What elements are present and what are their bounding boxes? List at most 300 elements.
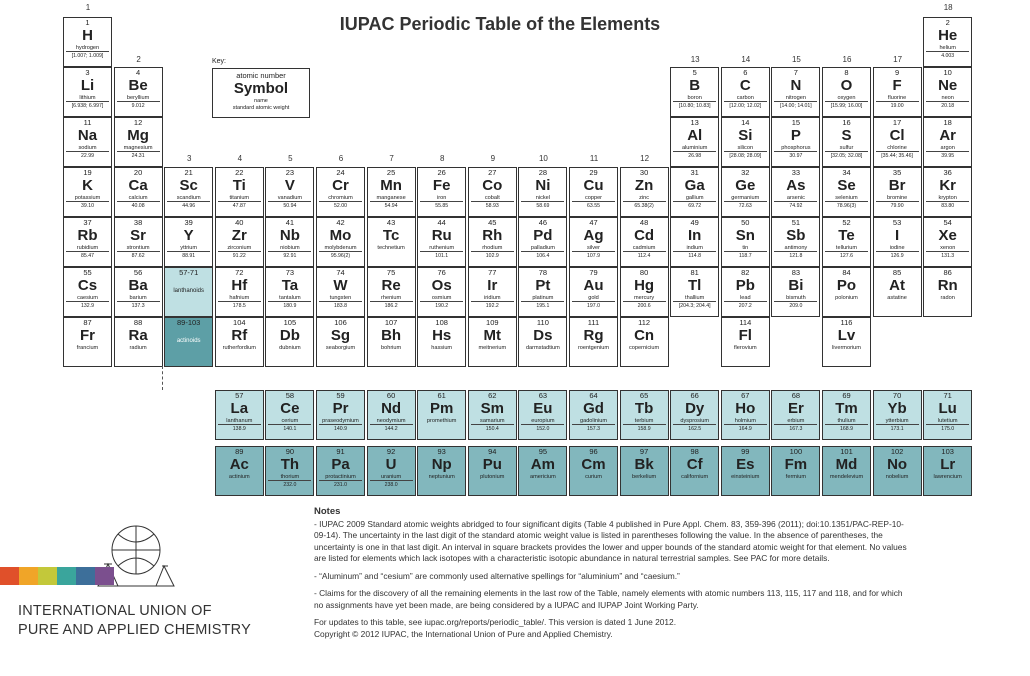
organization-name [18, 602, 251, 640]
element-cell [670, 446, 719, 496]
element-cell [316, 217, 365, 267]
atomic-weight: 207.2 [722, 303, 769, 309]
element-symbol: Ga [684, 177, 705, 194]
group-number: 13 [690, 55, 700, 64]
atomic-number: 87 [83, 318, 92, 327]
atomic-number: 107 [384, 318, 398, 327]
atomic-number: 7 [793, 68, 798, 77]
element-cell [367, 167, 416, 217]
atomic-number: 101 [840, 447, 853, 456]
element-cell [215, 317, 264, 367]
element-name: promethium [426, 418, 457, 424]
element-symbol: Ca [128, 177, 148, 194]
atomic-weight: [14.00; 14.01] [772, 103, 819, 109]
atomic-weight: 118.7 [722, 253, 769, 259]
element-name: carbon [736, 95, 754, 101]
element-cell [468, 446, 517, 496]
element-name: iodine [889, 245, 905, 251]
element-cell [923, 167, 972, 217]
element-name: meitnerium [478, 345, 507, 351]
element-symbol: Be [128, 77, 148, 94]
element-cell [164, 267, 213, 317]
element-symbol: Ta [281, 277, 299, 294]
element-symbol: Gd [583, 400, 604, 417]
atomic-weight: [1.007; 1.009] [64, 53, 111, 59]
element-name: hydrogen [75, 45, 100, 51]
atomic-weight: 137.3 [115, 303, 162, 309]
atomic-number: 27 [488, 168, 497, 177]
atomic-number: 4 [136, 68, 141, 77]
element-name: iron [437, 195, 447, 201]
element-name: roentgenium [577, 345, 610, 351]
atomic-weight: [6.938; 6.997] [64, 103, 111, 109]
group-number: 10 [538, 154, 548, 163]
element-cell [316, 167, 365, 217]
atomic-number: 105 [283, 318, 297, 327]
atomic-number: 11 [83, 118, 92, 127]
element-name: lithium [79, 95, 96, 101]
element-symbol: Si [738, 127, 753, 144]
element-cell [518, 446, 567, 496]
element-symbol: Cm [581, 456, 606, 473]
element-symbol: Po [836, 277, 857, 294]
element-symbol: Ag [583, 227, 604, 244]
element-symbol: Sn [735, 227, 755, 244]
element-name: tungsten [329, 295, 352, 301]
element-symbol: Re [381, 277, 401, 294]
element-cell [873, 117, 922, 167]
element-cell [620, 217, 669, 267]
atomic-number: 89-103 [177, 318, 201, 327]
element-symbol: Md [835, 456, 858, 473]
element-cell [923, 67, 972, 117]
element-symbol: Lv [837, 327, 856, 344]
atomic-number: 58 [285, 391, 295, 400]
element-symbol: Fr [80, 327, 95, 344]
element-cell [316, 267, 365, 317]
element-symbol: Pu [482, 456, 502, 473]
element-name: aluminium [681, 145, 708, 151]
element-cell [265, 317, 314, 367]
element-name: caesium [77, 295, 98, 301]
element-name: lead [740, 295, 751, 301]
element-symbol: Co [482, 177, 503, 194]
atomic-number: 5 [692, 68, 697, 77]
connector-line [162, 366, 164, 390]
atomic-number: 33 [791, 168, 801, 177]
element-name: thorium [280, 474, 300, 480]
atomic-number: 57-71 [179, 268, 199, 277]
element-cell [721, 317, 770, 367]
element-symbol: Th [280, 456, 300, 473]
atomic-weight: 24.31 [115, 153, 162, 159]
element-name: curium [585, 474, 602, 480]
element-cell [569, 390, 618, 440]
element-symbol: Mo [329, 227, 352, 244]
element-symbol: Fe [432, 177, 451, 194]
element-symbol: Rb [77, 227, 98, 244]
atomic-number: 75 [386, 268, 396, 277]
atomic-number: 83 [791, 268, 801, 277]
atomic-weight: [204.3; 204.4] [671, 303, 718, 309]
element-cell [265, 167, 314, 217]
atomic-weight: 83.80 [924, 203, 971, 209]
element-symbol: Sr [130, 227, 147, 244]
element-symbol: Pt [535, 277, 551, 294]
element-name: neodymium [376, 418, 406, 424]
element-symbol: Sc [179, 177, 198, 194]
element-name: nobelium [885, 474, 909, 480]
element-symbol: Cf [686, 456, 703, 473]
element-name: lanthanoids [173, 288, 205, 294]
atomic-number: 44 [437, 218, 446, 227]
element-symbol: I [895, 227, 900, 244]
element-cell [114, 117, 163, 167]
element-symbol: Bi [788, 277, 804, 294]
atomic-number: 114 [739, 318, 752, 327]
element-symbol: Cd [634, 227, 655, 244]
element-symbol: Ir [487, 277, 498, 294]
atomic-number: 57 [235, 391, 244, 400]
element-name: dysprosium [680, 418, 709, 424]
element-cell [569, 167, 618, 217]
element-symbol: V [284, 177, 295, 194]
atomic-number: 68 [791, 391, 801, 400]
element-name: niobium [280, 245, 300, 251]
element-symbol: Te [838, 227, 855, 244]
atomic-number: 29 [589, 168, 598, 177]
atomic-number: 73 [285, 268, 295, 277]
group-number: 16 [842, 55, 852, 64]
element-cell [721, 390, 770, 440]
atomic-number: 74 [336, 268, 345, 277]
element-cell [923, 267, 972, 317]
element-cell [670, 217, 719, 267]
element-name: radium [129, 345, 147, 351]
element-name: darmstadtium [525, 345, 560, 351]
atomic-weight: 112.4 [621, 253, 668, 259]
element-name: yttrium [180, 245, 198, 251]
element-name: francium [76, 345, 99, 351]
atomic-weight: 162.5 [671, 426, 718, 432]
element-name: lanthanum [226, 418, 253, 424]
element-cell [114, 267, 163, 317]
element-name: mercury [633, 295, 655, 301]
atomic-number: 9 [895, 68, 900, 77]
element-cell [620, 317, 669, 367]
key-atomic-number: atomic number [236, 71, 286, 80]
element-cell [518, 267, 567, 317]
element-symbol: S [841, 127, 852, 144]
element-cell [215, 267, 264, 317]
element-cell [620, 267, 669, 317]
element-symbol: Ra [128, 327, 148, 344]
atomic-weight: 140.9 [317, 426, 364, 432]
element-cell [518, 217, 567, 267]
atomic-number: 37 [83, 218, 92, 227]
element-cell [822, 446, 871, 496]
element-name: zinc [639, 195, 650, 201]
element-name: titanium [229, 195, 250, 201]
element-cell [923, 17, 972, 67]
atomic-number: 99 [741, 447, 750, 456]
element-name: einsteinium [731, 474, 760, 480]
group-number: 9 [490, 154, 496, 163]
element-symbol: Li [80, 77, 95, 94]
atomic-number: 104 [233, 318, 246, 327]
element-name: helium [939, 45, 956, 51]
element-name: neptunium [428, 474, 455, 480]
element-cell [518, 167, 567, 217]
element-name: potassium [74, 195, 101, 201]
org-line-2: PURE AND APPLIED CHEMISTRY [18, 622, 251, 638]
element-name: dubnium [279, 345, 301, 351]
element-name: hassium [431, 345, 453, 351]
element-name: hafnium [229, 295, 250, 301]
atomic-number: 31 [690, 168, 699, 177]
element-symbol: C [739, 77, 751, 94]
atomic-weight: 107.9 [570, 253, 617, 259]
atomic-weight: [35.44; 35.46] [874, 153, 921, 159]
group-number: 11 [589, 154, 599, 163]
atomic-number: 26 [437, 168, 446, 177]
element-cell [468, 317, 517, 367]
atomic-number: 15 [791, 118, 801, 127]
element-name: mendelevium [829, 474, 864, 480]
atomic-number: 3 [85, 68, 90, 77]
element-symbol: Nb [279, 227, 300, 244]
element-name: calcium [128, 195, 148, 201]
element-name: neon [941, 95, 954, 101]
atomic-weight: 30.97 [772, 153, 819, 159]
element-cell [417, 267, 466, 317]
atomic-number: 85 [892, 268, 902, 277]
atomic-number: 96 [589, 447, 598, 456]
atomic-number: 48 [639, 218, 649, 227]
element-name: antimony [784, 245, 808, 251]
element-symbol: Lr [940, 456, 956, 473]
element-name: rubidium [76, 245, 99, 251]
atomic-weight: 121.8 [772, 253, 819, 259]
element-symbol: Pd [533, 227, 553, 244]
element-symbol: No [887, 456, 908, 473]
element-name: barium [129, 295, 147, 301]
element-name: fluorine [887, 95, 907, 101]
element-cell [620, 167, 669, 217]
element-cell [265, 267, 314, 317]
element-name: arsenic [786, 195, 805, 201]
atomic-number: 93 [437, 447, 446, 456]
atomic-number: 66 [690, 391, 699, 400]
element-cell [670, 267, 719, 317]
element-symbol: Hs [432, 327, 452, 344]
atomic-number: 51 [791, 218, 801, 227]
atomic-weight: 164.9 [722, 426, 769, 432]
element-name: samarium [480, 418, 505, 424]
element-cell [468, 390, 517, 440]
atomic-number: 67 [741, 391, 750, 400]
atomic-number: 71 [943, 391, 952, 400]
atomic-number: 102 [890, 447, 904, 456]
element-cell [367, 217, 416, 267]
element-cell [468, 217, 517, 267]
element-name: bromine [886, 195, 908, 201]
element-cell [569, 267, 618, 317]
element-symbol: Ru [431, 227, 452, 244]
key-label: Key: [212, 58, 227, 65]
atomic-weight: 69.72 [671, 203, 718, 209]
element-name: fermium [785, 474, 806, 480]
key-symbol: Symbol [233, 80, 289, 97]
org-line-1: INTERNATIONAL UNION OF [18, 603, 212, 619]
atomic-number: 45 [488, 218, 497, 227]
atomic-number: 21 [184, 168, 193, 177]
atomic-number: 20 [133, 168, 143, 177]
element-cell [417, 317, 466, 367]
atomic-number: 47 [589, 218, 598, 227]
element-name: bohrium [380, 345, 402, 351]
atomic-number: 49 [690, 218, 699, 227]
element-name: cobalt [484, 195, 500, 201]
element-cell [721, 67, 770, 117]
element-cell [771, 267, 820, 317]
group-number: 5 [288, 154, 293, 163]
group-number: 4 [237, 154, 243, 163]
atomic-number: 34 [842, 168, 851, 177]
atomic-weight: 65.38(2) [621, 203, 668, 209]
element-name: rhodium [482, 245, 503, 251]
element-cell [367, 267, 416, 317]
element-symbol: Ba [128, 277, 148, 294]
element-cell [721, 167, 770, 217]
atomic-number: 81 [690, 268, 699, 277]
atomic-number: 52 [842, 218, 851, 227]
element-cell [822, 390, 871, 440]
note-1: - IUPAC 2009 Standard atomic weights abridged to four significant digits (Table 4 published in Pure Appl. Chem. 83, 359-396 (2011); doi:10.1351/PAC-REP-10-09-14). The uncertainty in the last digit of the standard atomic weight value is listed in parentheses following the value. In the absence of parentheses, the uncertainty is one in that last digit. An interval in square brackets provides the lower and upper bounds of the standard atomic weight for that element. No values are listed for elements which lack isotopes with a characteristic isotopic abundance in natural terrestrial samples. See PAC for more details. [314, 518, 907, 563]
atomic-weight: 26.98 [671, 153, 718, 159]
element-cell [670, 67, 719, 117]
element-cell [771, 217, 820, 267]
element-symbol: Os [431, 277, 452, 294]
atomic-weight: 39.95 [924, 153, 971, 159]
element-symbol: W [333, 277, 348, 294]
atomic-weight: 183.8 [317, 303, 364, 309]
atomic-number: 2 [945, 18, 950, 27]
element-symbol: Fl [738, 327, 752, 344]
element-cell [771, 167, 820, 217]
element-cell [923, 217, 972, 267]
element-symbol: Rf [231, 327, 248, 344]
element-symbol: Sm [480, 400, 504, 417]
element-cell [468, 267, 517, 317]
element-cell [367, 317, 416, 367]
atomic-weight: 144.2 [368, 426, 415, 432]
element-cell [114, 217, 163, 267]
element-name: americium [529, 474, 556, 480]
atomic-number: 65 [639, 391, 649, 400]
element-cell [569, 317, 618, 367]
element-cell [468, 167, 517, 217]
element-name: chromium [328, 195, 353, 201]
element-name: cerium [281, 418, 299, 424]
atomic-number: 6 [743, 68, 748, 77]
note-2: - “Aluminum” and “cesium” are commonly used alternative spellings for “aluminium” and “caesium.” [314, 570, 680, 581]
element-symbol: U [385, 456, 397, 473]
atomic-weight: 9.012 [115, 103, 162, 109]
element-cell [771, 117, 820, 167]
element-symbol: Cs [77, 277, 98, 294]
atomic-number: 84 [842, 268, 851, 277]
atomic-weight: 150.4 [469, 426, 516, 432]
element-symbol: He [938, 27, 958, 44]
element-name: rutherfordium [222, 345, 256, 351]
atomic-weight: 39.10 [64, 203, 111, 209]
element-symbol: Cn [634, 327, 655, 344]
element-cell [164, 167, 213, 217]
element-name: scandium [176, 195, 201, 201]
key-name: name [254, 98, 268, 104]
element-cell [63, 217, 112, 267]
atomic-number: 32 [741, 168, 750, 177]
element-symbol: Ge [735, 177, 756, 194]
element-cell [721, 446, 770, 496]
element-symbol: Br [888, 177, 906, 194]
atomic-weight: 175.0 [924, 426, 971, 432]
color-bar [0, 567, 19, 585]
element-cell [670, 117, 719, 167]
element-symbol: Ne [938, 77, 958, 94]
element-symbol: Nd [381, 400, 402, 417]
element-symbol: Cr [332, 177, 349, 194]
element-symbol: Pb [735, 277, 755, 294]
element-symbol: O [840, 77, 853, 94]
color-bar [95, 567, 114, 585]
element-name: plutonium [480, 474, 505, 480]
element-symbol: Ce [280, 400, 300, 417]
element-name: zirconium [227, 245, 252, 251]
atomic-number: 61 [437, 391, 446, 400]
atomic-weight: [28.08; 28.09] [722, 153, 769, 159]
element-cell [164, 217, 213, 267]
atomic-weight: 55.85 [418, 203, 465, 209]
atomic-weight: 72.63 [722, 203, 769, 209]
element-symbol: Cl [889, 127, 905, 144]
element-name: sulfur [839, 145, 854, 151]
color-bar [38, 567, 57, 585]
atomic-number: 95 [538, 447, 548, 456]
atomic-number: 108 [435, 318, 448, 327]
atomic-number: 41 [285, 218, 295, 227]
element-cell [873, 446, 922, 496]
atomic-weight: 88.91 [165, 253, 212, 259]
element-cell [569, 446, 618, 496]
element-symbol: Sb [786, 227, 806, 244]
element-name: lutetium [937, 418, 958, 424]
element-name: gadolinium [579, 418, 608, 424]
notes-section [314, 506, 914, 646]
element-name: krypton [938, 195, 957, 201]
element-name: selenium [835, 195, 858, 201]
atomic-weight: 106.4 [519, 253, 566, 259]
atomic-number: 88 [133, 318, 143, 327]
atomic-weight: 131.3 [924, 253, 971, 259]
element-symbol: Pm [430, 400, 454, 417]
group-number: 14 [741, 55, 751, 64]
element-symbol: Bh [381, 327, 402, 344]
atomic-weight: 168.9 [823, 426, 870, 432]
element-name: tin [742, 245, 749, 251]
color-bar [57, 567, 76, 585]
